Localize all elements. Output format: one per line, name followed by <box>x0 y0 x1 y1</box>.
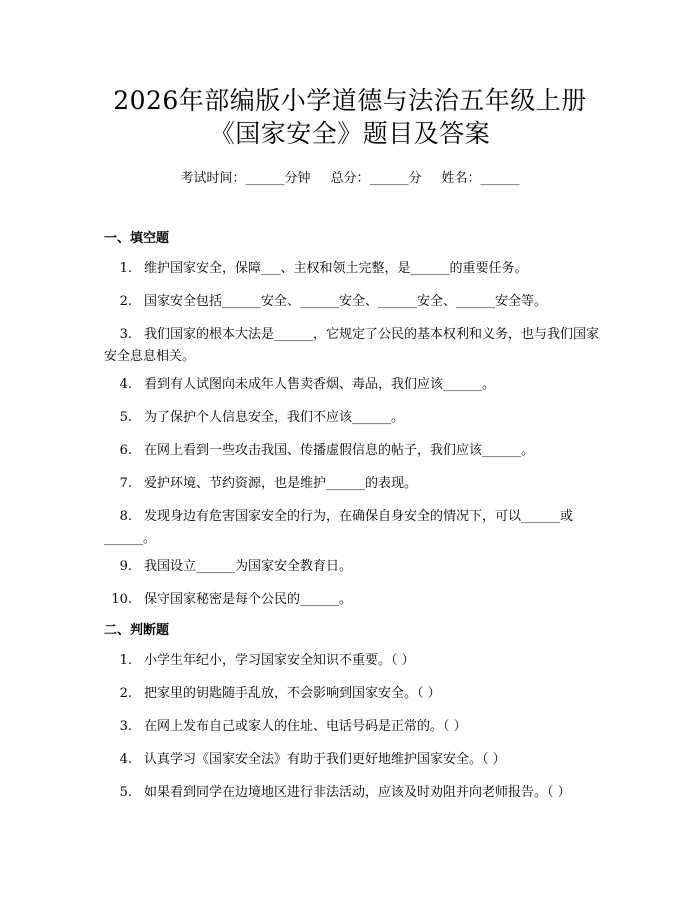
question-item <box>104 407 597 429</box>
question-number: 7. <box>119 476 132 491</box>
question-text: 认真学习《国家安全法》有助于我们更好地维护国家安全。（ ） <box>144 752 506 767</box>
document-title-line2: 《国家安全》题目及答案 <box>209 119 491 148</box>
exam-meta <box>0 170 700 188</box>
question-number: 5. <box>119 785 132 800</box>
exam-name: 姓名：______ <box>441 171 520 186</box>
question-number: 4. <box>119 752 132 767</box>
question-text: 看到有人试图向未成年人售卖香烟、毒品，我们应该______。 <box>144 377 496 392</box>
question-item <box>104 650 597 672</box>
question-text: 发现身边有危害国家安全的行为，在确保自身安全的情况下，可以______或______。 <box>104 509 574 546</box>
question-text: 为了保护个人信息安全，我们不应该______。 <box>144 410 405 425</box>
question-number: 2. <box>119 686 132 701</box>
question-number: 3. <box>119 327 132 342</box>
question-number: 6. <box>119 443 132 458</box>
question-number: 2. <box>119 294 132 309</box>
question-text: 我们国家的根本大法是______，它规定了公民的基本权利和义务，也与我们国家安全息息相关。 <box>104 327 600 364</box>
question-text: 在网上看到一些攻击我国、传播虚假信息的帖子，我们应该______。 <box>144 443 535 458</box>
question-item <box>104 324 600 368</box>
question-number: 1. <box>119 653 132 668</box>
question-number: 8. <box>119 509 132 524</box>
question-number: 4. <box>119 377 132 392</box>
exam-score: 总分：______分 <box>330 171 422 186</box>
question-text: 爱护环境、节约资源，也是维护______的表现。 <box>144 476 418 491</box>
question-text: 在网上发布自己或家人的住址、电话号码是正常的。（ ） <box>144 719 467 734</box>
question-number: 10. <box>111 592 132 607</box>
question-item <box>104 374 597 396</box>
question-item <box>104 258 597 280</box>
question-number: 5. <box>119 410 132 425</box>
question-item <box>104 556 597 578</box>
question-text: 维护国家安全，保障___、主权和领土完整，是______的重要任务。 <box>144 261 528 276</box>
question-text: 如果看到同学在边境地区进行非法活动，应该及时劝阻并向老师报告。（ ） <box>144 785 571 800</box>
question-item <box>104 589 597 611</box>
question-item <box>104 440 597 462</box>
question-text: 把家里的钥匙随手乱放，不会影响到国家安全。（ ） <box>144 686 441 701</box>
question-number: 9. <box>119 559 132 574</box>
question-text: 保守国家秘密是每个公民的______。 <box>144 592 353 607</box>
question-number: 3. <box>119 719 132 734</box>
question-item <box>104 716 597 738</box>
question-item <box>104 683 597 705</box>
question-item <box>104 749 597 771</box>
question-item <box>104 782 600 804</box>
question-item <box>104 473 597 495</box>
section-heading-true-false: 二、判断题 <box>104 623 170 638</box>
question-text: 我国设立______为国家安全教育日。 <box>144 559 353 574</box>
question-text: 国家安全包括______安全、______安全、______安全、______安全等。 <box>144 294 548 309</box>
question-text: 小学生年纪小，学习国家安全知识不重要。（ ） <box>144 653 415 668</box>
question-item <box>104 506 600 550</box>
document-title-line1: 2026年部编版小学道德与法治五年级上册 <box>113 86 587 115</box>
question-number: 1. <box>119 261 132 276</box>
exam-time: 考试时间：______分钟 <box>180 171 311 186</box>
section-heading-fill-blank: 一、填空题 <box>104 231 170 246</box>
question-item <box>104 291 597 313</box>
